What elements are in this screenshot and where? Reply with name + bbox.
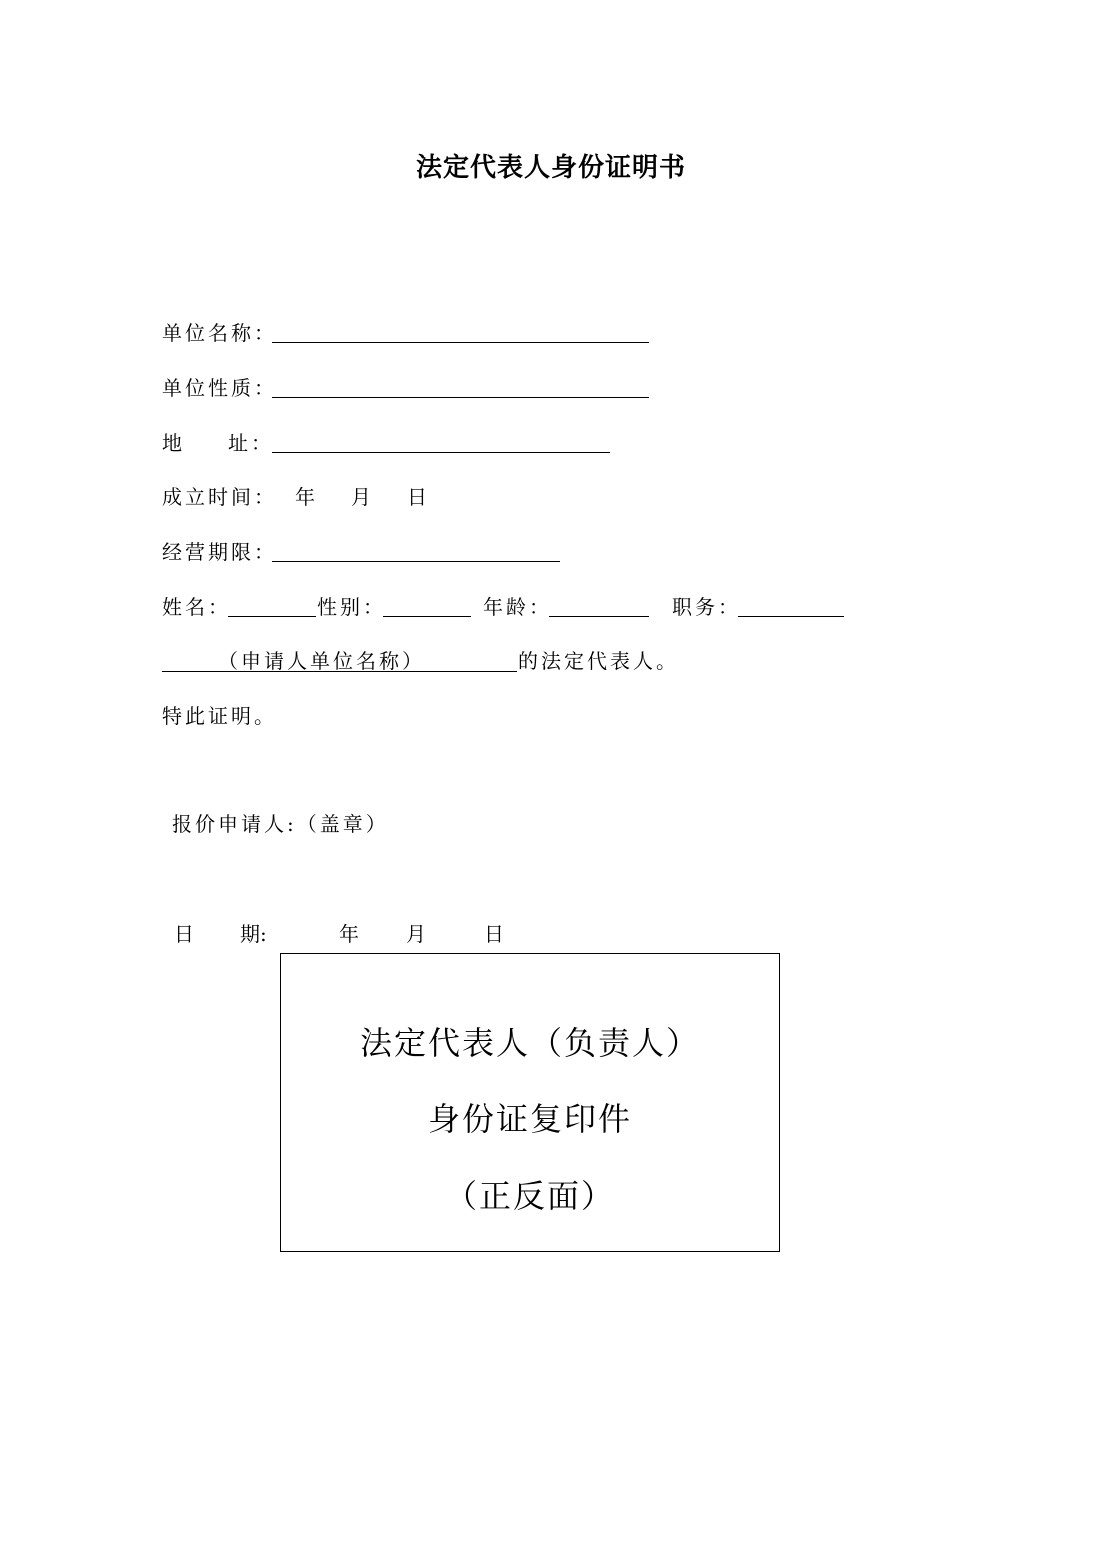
unit-nature-field[interactable] [272, 397, 649, 398]
established-day-label: 日 [407, 485, 427, 509]
id-copy-box-line1: 法定代表人（负责人） [359, 1024, 700, 1062]
id-copy-box [280, 953, 780, 1252]
legal-rep-row [162, 646, 762, 676]
address-label-part2: 址： [228, 431, 274, 455]
unit-name-field[interactable] [272, 342, 649, 343]
name-field[interactable] [228, 616, 316, 617]
sign-date-day-label: 日 [484, 922, 504, 946]
gender-field[interactable] [383, 616, 471, 617]
document-title: 法定代表人身份证明书 [415, 153, 686, 183]
sign-date-label-part1: 日 [174, 922, 194, 946]
sign-date-label-part2: 期: [240, 922, 267, 946]
address-label-part1: 地 [162, 431, 185, 455]
established-month-label: 月 [351, 485, 371, 509]
sign-date-month-label: 月 [406, 922, 426, 946]
applicant-unit-placeholder: （申请人单位名称） [218, 649, 425, 673]
gender-label: 性别： [317, 595, 386, 619]
unit-name-label: 单位名称： [162, 321, 277, 345]
name-label: 姓名： [162, 595, 231, 619]
established-year-label: 年 [295, 485, 315, 509]
position-label: 职务： [672, 595, 741, 619]
age-label: 年龄： [483, 595, 552, 619]
applicant-seal-label: 报价申请人:（盖章） [172, 812, 389, 836]
id-copy-box-line2: 身份证复印件 [427, 1100, 632, 1138]
legal-rep-suffix: 的法定代表人。 [518, 649, 679, 673]
certify-text: 特此证明。 [162, 704, 277, 728]
term-label: 经营期限： [162, 540, 277, 564]
id-copy-box-line3: （正反面） [444, 1177, 615, 1215]
sign-date-row [174, 919, 534, 949]
position-field[interactable] [738, 616, 844, 617]
unit-nature-label: 单位性质： [162, 376, 277, 400]
established-label: 成立时间： [162, 485, 277, 509]
personal-info-row [162, 592, 882, 622]
term-field[interactable] [272, 561, 560, 562]
address-field[interactable] [272, 452, 610, 453]
sign-date-year-label: 年 [339, 922, 359, 946]
age-field[interactable] [549, 616, 649, 617]
